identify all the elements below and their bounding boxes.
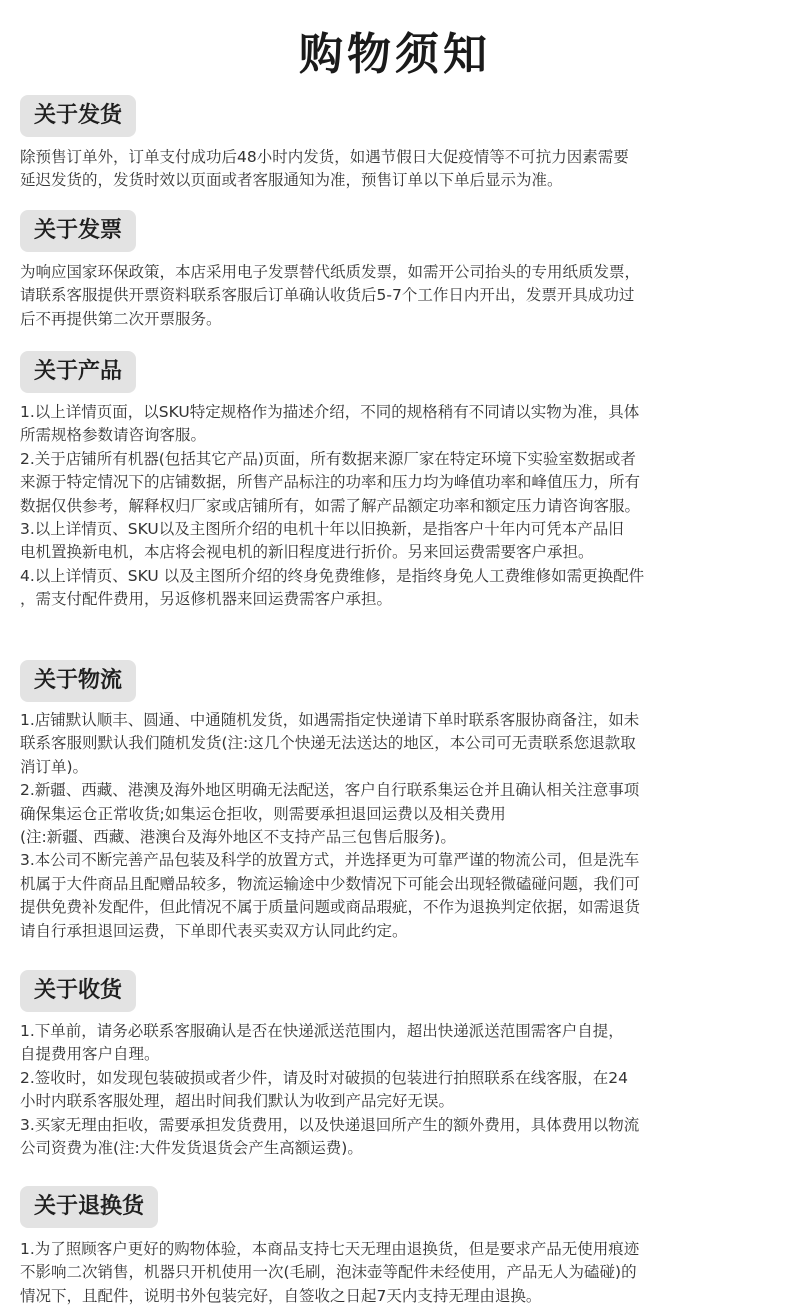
text-line: 小时内联系客服处理，超出时间我们默认为收到产品完好无误。 — [20, 1092, 455, 1111]
text-line: 电机置换新电机，本店将会视电机的新旧程度进行折价。另来回运费需要客户承担。 — [20, 543, 594, 562]
text-line: ，需支付配件费用，另返修机器来回运费需客户承担。 — [20, 590, 393, 609]
section-body-shipping — [20, 146, 778, 193]
text-line: 后不再提供第二次开票服务。 — [20, 309, 222, 328]
text-line: 不影响二次销售，机器只开机使用一次(毛刷，泡沫壶等配件未经使用，产品无人为磕碰)的 — [20, 1263, 637, 1282]
text-line: 2.关于店铺所有机器(包括其它产品)页面，所有数据来源厂家在特定环境下实验室数据或者 — [20, 449, 636, 468]
text-line: 来源于特定情况下的店铺数据，所售产品标注的功率和压力均为峰值功率和峰值压力，所有 — [20, 473, 641, 492]
text-line: 为响应国家环保政策，本店采用电子发票替代纸质发票，如需开公司抬头的专用纸质发票， — [20, 263, 641, 281]
section-heading-invoice: 关于发票 — [20, 210, 136, 252]
text-line: 2.新疆、西藏、港澳及海外地区明确无法配送，客户自行联系集运仓并且确认相关注意事项 — [20, 781, 640, 800]
text-line: 请自行承担退回运费，下单即代表买卖双方认同此约定。 — [20, 921, 408, 940]
text-line: 所需规格参数请咨询客服。 — [20, 426, 207, 445]
text-line: 联系客服则默认我们随机发货(注:这几个快递无法送达的地区，本公司可无责联系您退款取 — [20, 734, 636, 753]
text-line: 1.为了照顾客户更好的购物体验，本商品支持七天无理由退换货，但是要求产品无使用痕迹 — [20, 1240, 640, 1258]
text-line: 提供免费补发配件，但此情况不属于质量问题或商品瑕疵，不作为退换判定依据，如需退货 — [20, 898, 641, 917]
text-line: 确保集运仓正常收货;如集运仓拒收，则需要承担退回运费以及相关费用 — [20, 804, 506, 823]
text-line: 4.以上详情页、SKU 以及主图所介绍的终身免费维修，是指终身免人工费维修如需更换配件 — [20, 566, 645, 585]
section-heading-product: 关于产品 — [20, 351, 136, 393]
text-line: 情况下，且配件，说明书外包装完好，自签收之日起7天内支持无理由退换。 — [20, 1286, 542, 1305]
text-line: 3.本公司不断完善产品包装及科学的放置方式，并选择更为可靠严谨的物流公司，但是洗车 — [20, 851, 640, 870]
text-line: 3.买家无理由拒收，需要承担发货费用，以及快递退回所产生的额外费用，具体费用以物流 — [20, 1115, 640, 1134]
text-line: 3.以上详情页、SKU以及主图所介绍的电机十年以旧换新，是指客户十年内可凭本产品旧 — [20, 519, 624, 538]
section-body-receipt — [20, 1020, 778, 1160]
text-line: 延迟发货的，发货时效以页面或者客服通知为准，预售订单以下单后显示为准。 — [20, 171, 563, 190]
text-line: 公司资费为准(注:大件发货退货会产生高额运费)。 — [20, 1138, 363, 1157]
section-body-logistics — [20, 709, 778, 943]
text-line: 机属于大件商品且配赠品较多，物流运输途中少数情况下可能会出现轻微磕碰问题，我们可 — [20, 874, 641, 893]
text-line: 消订单)。 — [20, 757, 89, 776]
text-line: 2.签收时，如发现包装破损或者少件，请及时对破损的包装进行拍照联系在线客服，在24 — [20, 1068, 629, 1087]
section-heading-returns: 关于退换货 — [20, 1186, 158, 1228]
text-line: 自提费用客户自理。 — [20, 1045, 160, 1064]
section-body-invoice — [20, 261, 778, 331]
section-body-returns — [20, 1238, 778, 1308]
text-line: 请联系客服提供开票资料联系客服后订单确认收货后5-7个工作日内开出，发票开具成功过 — [20, 286, 635, 305]
text-line: 除预售订单外，订单支付成功后48小时内发货，如遇节假日大促疫情等不可抗力因素需要 — [20, 148, 629, 166]
page-title: 购物须知 — [299, 29, 491, 80]
text-line: 1.以上详情页面，以SKU特定规格作为描述介绍，不同的规格稍有不同请以实物为准，具体 — [20, 403, 640, 421]
text-line: 1.下单前，请务必联系客服确认是否在快递派送范围内，超出快递派送范围需客户自提， — [20, 1022, 624, 1040]
text-line: 1.店铺默认顺丰、圆通、中通随机发货，如遇需指定快递请下单时联系客服协商备注，如未 — [20, 711, 640, 729]
section-heading-receipt: 关于收货 — [20, 970, 136, 1012]
text-line: 数据仅供参考，解释权归厂家或店铺所有，如需了解产品额定功率和额定压力请咨询客服。 — [20, 496, 641, 515]
text-line: (注:新疆、西藏、港澳台及海外地区不支持产品三包售后服务)。 — [20, 827, 456, 846]
section-heading-shipping: 关于发货 — [20, 95, 136, 137]
section-heading-logistics: 关于物流 — [20, 660, 136, 702]
section-body-product — [20, 401, 778, 612]
